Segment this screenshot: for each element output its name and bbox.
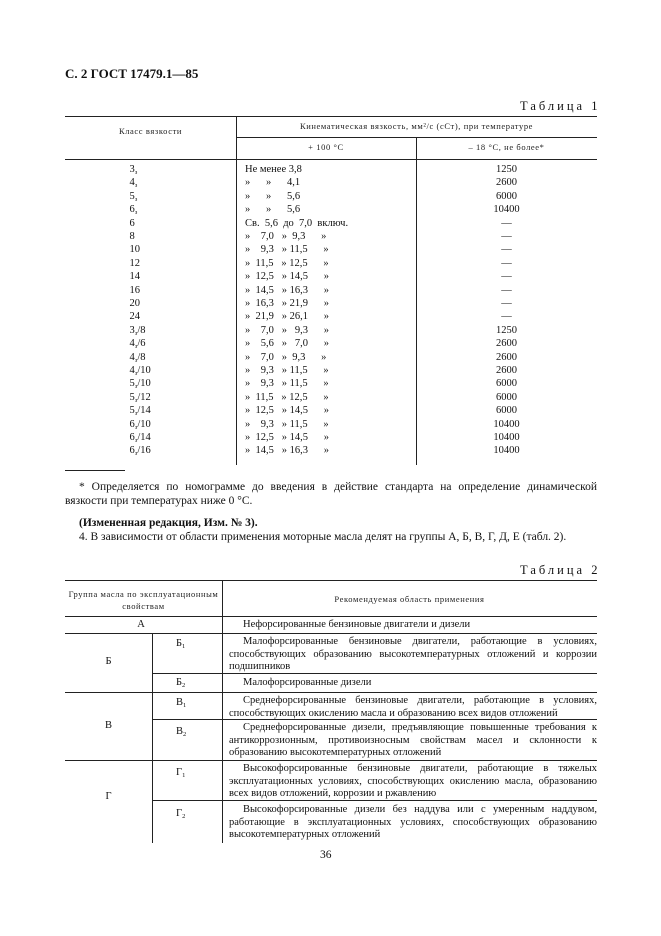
table1-class-cell — [65, 243, 236, 256]
footnote-rule — [65, 470, 125, 471]
table1-m18-cell: — — [501, 217, 512, 229]
table1-class-cell — [65, 297, 236, 310]
table1-v100-cell: » » 5,6 — [245, 204, 301, 216]
table1-v100-cell: » 9,3 » 11,5 » — [245, 365, 329, 376]
table1-col-m18: – 18 °С, не более* — [468, 142, 545, 152]
table1-m18-cell: 2600 — [496, 351, 517, 363]
table1-v100-cell: » 7,0 » 9,3 » — [245, 324, 329, 336]
table2-rule-a — [65, 633, 597, 634]
table2-rule-b — [65, 692, 597, 693]
class-subscript: з — [134, 450, 138, 458]
table1-v100-cell: » 14,5 » 16,3 » — [245, 284, 329, 296]
table1-class-cell — [65, 351, 236, 364]
class-subscript: з — [134, 209, 138, 217]
table1-v100-cell: » 12,5 » 14,5 » — [245, 405, 329, 417]
label-g1: Г — [176, 767, 183, 778]
table1-m18-cell: 10400 — [493, 445, 520, 457]
label-b2: Б — [176, 677, 183, 688]
group-v2-label — [176, 726, 186, 742]
table1-m18-cell: 10400 — [493, 204, 520, 216]
sub-g2: 2 — [182, 813, 186, 820]
class-number: 14 — [129, 271, 140, 283]
table1-m18-cell: 6000 — [496, 190, 517, 202]
class-subscript: з — [134, 356, 138, 364]
table1-top-rule — [65, 116, 597, 117]
table1-v100-cell: » 5,6 » 7,0 » — [245, 338, 329, 350]
group-g1-text: Высокофорсированные бензиновые двигатели, работающие в тяжелых эксплуатационных условиях, способствующих окислению масла, образованию всех видов отложений, коррозии и ржавлению — [229, 763, 597, 800]
table1-v100-cell: » 12,5 » 14,5 » — [245, 432, 329, 443]
sub-g1: 1 — [182, 772, 186, 779]
table1-col-class: Класс вязкости — [118, 126, 183, 136]
table1-m18-cell: — — [501, 311, 512, 323]
class-number: 4 — [129, 365, 135, 376]
table2-sub-divider — [222, 633, 223, 843]
table1-col-kin: Кинематическая вязкость, мм²/с (сСт), при температуре — [299, 121, 534, 131]
table1-class-cell — [65, 257, 236, 270]
table1-v100-cell: » 11,5 » 12,5 » — [245, 391, 329, 403]
table1-class-cell — [65, 203, 236, 216]
table2-head-divider — [222, 580, 223, 633]
table1-m18-cell: 1250 — [496, 164, 517, 175]
label-b1: Б — [176, 638, 183, 649]
class-number: 4 — [129, 351, 135, 363]
class-number: 5 — [129, 378, 135, 390]
class-suffix: /6 — [137, 338, 146, 350]
class-subscript: з — [134, 343, 138, 351]
class-subscript: з — [134, 329, 138, 337]
class-suffix: /8 — [137, 351, 146, 363]
table1-class-cell — [65, 391, 236, 404]
class-subscript: з — [134, 396, 138, 404]
table1-class-cell — [65, 431, 236, 444]
sub-v1: 1 — [183, 702, 187, 709]
table1-v100-cell: » 14,5 » 16,3 » — [245, 445, 329, 457]
table1-class-cell — [65, 324, 236, 337]
class-subscript: з — [134, 370, 138, 377]
table2-col-group: Группа масла по эксплуатационным свойствам — [68, 589, 219, 611]
table1-m18-cell: — — [501, 244, 512, 256]
group-g1-label — [176, 767, 185, 783]
table1-v100-cell: Св. 5,6 до 7,0 включ. — [245, 217, 349, 229]
table1-class-cell — [65, 418, 236, 431]
table1-m18-cell: 2600 — [496, 177, 517, 189]
group-v1-label — [176, 697, 186, 713]
class-number: 20 — [129, 298, 140, 309]
group-b: Б — [105, 656, 112, 667]
class-subscript: з — [134, 169, 138, 176]
table1-class-cell — [65, 217, 236, 230]
group-g2-text: Высокофорсированные дизели без наддува или с умеренным наддувом, работающие в эксплуатационных условиях, способствующих образованию высокотемпературных отложений — [229, 804, 597, 841]
group-a: А — [137, 619, 145, 630]
page-header: С. 2 ГОСТ 17479.1—85 — [65, 66, 199, 81]
table1-class-cell — [65, 230, 236, 243]
class-subscript: з — [134, 182, 138, 190]
class-subscript: з — [134, 383, 138, 391]
class-subscript: з — [134, 437, 138, 444]
class-suffix: /14 — [137, 432, 151, 443]
paragraph-4: 4. В зависимости от области применения моторные масла делят на группы А, Б, В, Г, Д, Е (табл. 2). — [79, 531, 567, 543]
class-number: 4 — [129, 338, 135, 350]
class-number: 6 — [129, 418, 135, 430]
table2-head-rule — [65, 616, 597, 617]
group-v: В — [104, 720, 112, 731]
class-suffix: /16 — [137, 445, 151, 457]
class-number: 16 — [129, 284, 140, 296]
table2-col-area: Рекомендуемая область применения — [334, 594, 485, 604]
table1-caption: Таблица 1 — [520, 99, 601, 113]
table1-v100-cell: » 16,3 » 21,9 » — [245, 298, 329, 309]
table1-m18-cell: — — [501, 271, 512, 283]
table1-class-cell — [65, 270, 236, 283]
table1-v100-cell: » » 4,1 — [245, 177, 301, 189]
class-suffix: /10 — [137, 378, 151, 390]
table1-body-divider-2 — [416, 160, 417, 465]
group-b2-text: Малофорсированные дизели — [243, 677, 372, 688]
table1-v100-cell: » 11,5 » 12,5 » — [245, 257, 329, 269]
group-g: Г — [105, 791, 112, 802]
table2-caption: Таблица 2 — [520, 563, 601, 577]
class-number: 8 — [129, 231, 135, 242]
class-number: 6 — [129, 204, 135, 216]
group-g2-label — [176, 808, 185, 824]
class-suffix: /10 — [137, 365, 151, 376]
class-subscript: з — [134, 423, 138, 431]
table1-m18-cell: 10400 — [493, 432, 520, 443]
class-subscript: з — [134, 410, 138, 418]
table2-group-divider — [152, 633, 153, 843]
table1-class-cell — [65, 377, 236, 390]
group-b1-text: Малофорсированные бензиновые двигатели, работающие в условиях, способствующих образованию высокотемпературных отложений и коррозии подшипников — [229, 636, 597, 673]
table1-v100-cell: » 7,0 » 9,3 » — [245, 351, 327, 363]
table2-rule-v — [65, 760, 597, 761]
table1-m18-cell: 2600 — [496, 338, 517, 350]
class-number: 6 — [129, 432, 135, 443]
table1-m18-cell: 6000 — [496, 378, 517, 390]
class-number: 4 — [129, 177, 135, 189]
table1-v100-cell: » » 5,6 — [245, 190, 301, 202]
amendment-note: (Измененная редакция, Изм. № 3). — [79, 517, 258, 529]
sub-b1: 1 — [182, 643, 186, 650]
class-number: 6 — [129, 217, 135, 229]
table1-class-cell — [65, 404, 236, 417]
table1-class-cell — [65, 190, 236, 203]
table1-m18-cell: — — [501, 298, 512, 309]
table1-v100-cell: » 7,0 » 9,3 » — [245, 231, 327, 242]
table1-class-cell — [65, 364, 236, 377]
group-b1-label — [176, 638, 185, 654]
table1-v100-cell: » 9,3 » 11,5 » — [245, 244, 329, 256]
table1-v100-cell: » 21,9 » 26,1 » — [245, 311, 329, 323]
sub-b2: 2 — [182, 682, 186, 689]
table1-m18-cell: 6000 — [496, 405, 517, 417]
page-number: 36 — [320, 849, 332, 861]
class-number: 3 — [129, 324, 135, 336]
table1-m18-cell: 1250 — [496, 324, 517, 336]
table2-top-rule — [65, 580, 597, 581]
sub-v2: 2 — [183, 731, 187, 738]
class-suffix: /12 — [137, 391, 151, 403]
class-suffix: /10 — [137, 418, 151, 430]
table1-m18-cell: 6000 — [496, 391, 517, 403]
table1-m18-cell: — — [501, 231, 512, 242]
class-number: 6 — [129, 445, 135, 457]
table1-class-cell — [65, 310, 236, 323]
group-v2-text: Среднефорсированные дизели, предъявляющие повышенные требования к антикоррозионным, противоизносным свойствам масел и склонности к образованию высокотемпературных отложений — [229, 722, 597, 759]
table1-class-cell — [65, 444, 236, 457]
table1-v100-cell: » 9,3 » 11,5 » — [245, 378, 329, 390]
class-suffix: /8 — [137, 324, 146, 336]
table1-head-rule — [65, 159, 597, 160]
table1-m18-cell: — — [501, 257, 512, 269]
table1-v100-cell: » 9,3 » 11,5 » — [245, 418, 329, 430]
class-number: 3 — [129, 164, 135, 175]
table1-body-divider — [236, 160, 237, 465]
table1-col-100: + 100 °С — [308, 142, 344, 152]
group-v1-text: Среднефорсированные бензиновые двигатели, работающие в условиях, способствующих окислению масла и образованию всех видов отложений — [229, 695, 597, 719]
class-number: 10 — [129, 244, 140, 256]
class-suffix: /14 — [137, 405, 151, 417]
class-number: 5 — [129, 405, 135, 417]
table1-v100-cell: » 12,5 » 14,5 » — [245, 271, 329, 283]
table1-class-cell — [65, 163, 236, 176]
class-number: 5 — [129, 391, 135, 403]
label-v1: В — [176, 697, 184, 708]
group-a-text: Нефорсированные бензиновые двигатели и дизели — [243, 619, 471, 630]
table1-class-cell — [65, 176, 236, 189]
group-b2-label — [176, 677, 185, 693]
label-v2: В — [176, 726, 184, 737]
class-subscript: з — [134, 195, 138, 203]
table1-class-cell — [65, 284, 236, 297]
table1-v100-cell: Не менее 3,8 — [245, 164, 302, 175]
class-number: 24 — [129, 311, 140, 323]
table1-m18-cell: 2600 — [496, 365, 517, 376]
class-number: 12 — [129, 257, 140, 269]
label-g2: Г — [176, 808, 183, 819]
table1-class-cell — [65, 337, 236, 350]
footnote: * Определяется по номограмме до введения в действие стандарта на определение динамической вязкости при температурах ниже 0 °С. — [65, 481, 597, 507]
table1-m18-cell: 10400 — [493, 418, 520, 430]
class-number: 5 — [129, 190, 135, 202]
table1-m18-cell: — — [501, 284, 512, 296]
